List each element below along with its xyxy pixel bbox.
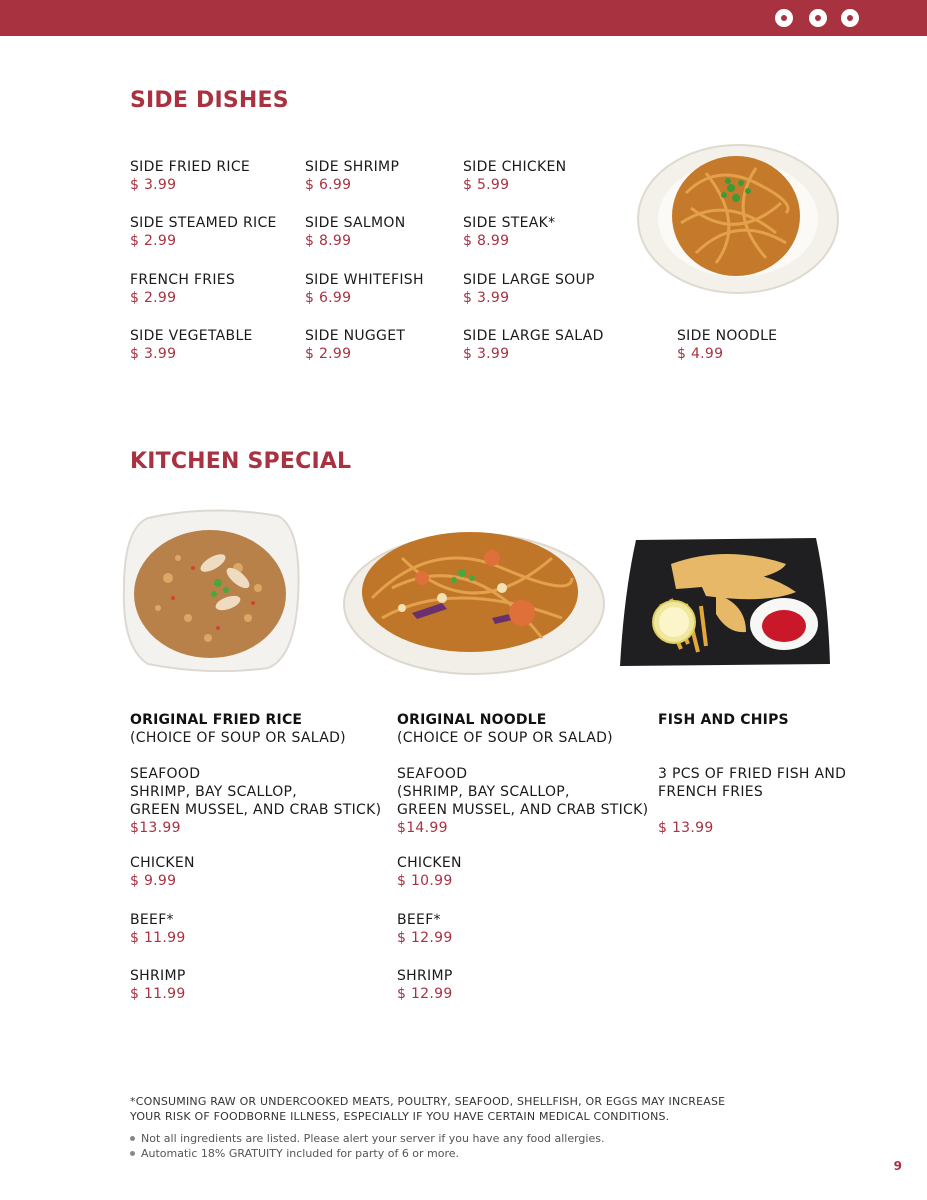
item-price: $ 6.99 — [305, 177, 352, 193]
menu-item — [677, 327, 777, 363]
item-name: SIDE NUGGET — [305, 328, 406, 344]
menu-item — [305, 327, 405, 363]
menu-item — [463, 158, 566, 194]
menu-item — [463, 327, 604, 363]
item-name: FRENCH FRIES — [130, 272, 236, 288]
item-price: $ 2.99 — [305, 346, 352, 362]
item-price: $ 5.99 — [463, 177, 510, 193]
menu-item — [397, 967, 453, 1003]
disclaimer-line: *CONSUMING RAW OR UNDERCOOKED MEATS, POULTRY, SEAFOOD, SHELLFISH, OR EGGS MAY INCREASE — [130, 1095, 726, 1108]
fish-and-chips-section — [658, 711, 789, 729]
item-price: $ 6.99 — [305, 290, 352, 306]
item-name: SHRIMP — [130, 968, 186, 984]
item-name: SIDE STEAK* — [463, 215, 556, 231]
kitchen-special-heading: KITCHEN SPECIAL — [130, 449, 352, 474]
note-item — [130, 1131, 750, 1146]
top-banner — [0, 0, 927, 36]
item-description: 3 PCS OF FRIED FISH AND — [658, 766, 847, 782]
item-price: $ 3.99 — [463, 346, 510, 362]
item-description: SHRIMP, BAY SCALLOP, — [130, 784, 298, 800]
item-price: $ 11.99 — [130, 986, 186, 1002]
item-name: SIDE SHRIMP — [305, 159, 400, 175]
section-title: ORIGINAL FRIED RICE — [130, 712, 303, 728]
item-price: $ 8.99 — [305, 233, 352, 249]
page-number: 9 — [893, 1159, 902, 1173]
section-subtitle: (CHOICE OF SOUP OR SALAD) — [397, 730, 613, 746]
section-title: FISH AND CHIPS — [658, 712, 789, 728]
item-description: (SHRIMP, BAY SCALLOP, — [397, 784, 570, 800]
bullet-icon — [130, 1151, 135, 1156]
noodle-plate-photo — [636, 143, 840, 295]
section-title: ORIGINAL NOODLE — [397, 712, 547, 728]
fried-rice-plate-photo — [118, 508, 302, 672]
item-name: BEEF* — [397, 912, 441, 928]
item-price: $ 11.99 — [130, 930, 186, 946]
item-price: $ 3.99 — [130, 346, 177, 362]
item-name: SIDE LARGE SOUP — [463, 272, 595, 288]
item-price: $ 12.99 — [397, 930, 453, 946]
decorative-dot-icon — [809, 9, 827, 27]
decorative-dot-icon — [841, 9, 859, 27]
item-description: FRENCH FRIES — [658, 784, 764, 800]
item-name: SIDE FRIED RICE — [130, 159, 251, 175]
item-name: SIDE LARGE SALAD — [463, 328, 604, 344]
item-price: $ 3.99 — [130, 177, 177, 193]
menu-item — [305, 214, 406, 250]
item-name: SIDE VEGETABLE — [130, 328, 253, 344]
item-name: SIDE NOODLE — [677, 328, 778, 344]
menu-item — [130, 158, 250, 194]
original-fried-rice-section — [130, 711, 346, 747]
item-name: CHICKEN — [130, 855, 195, 871]
side-dishes-heading: SIDE DISHES — [130, 88, 289, 113]
item-name: SIDE CHICKEN — [463, 159, 567, 175]
menu-item — [130, 967, 186, 1003]
note-text: Not all ingredients are listed. Please alert your server if you have any food allergies. — [141, 1132, 605, 1145]
menu-item — [397, 854, 462, 890]
item-price: $ 3.99 — [463, 290, 510, 306]
item-name: CHICKEN — [397, 855, 462, 871]
footer-notes — [130, 1094, 750, 1161]
bullet-icon — [130, 1136, 135, 1141]
decorative-dot-icon — [775, 9, 793, 27]
item-name: SIDE SALMON — [305, 215, 406, 231]
item-price: $ 9.99 — [130, 873, 177, 889]
menu-item — [397, 911, 453, 947]
menu-item — [130, 271, 235, 307]
menu-item — [305, 271, 424, 307]
menu-item — [463, 271, 595, 307]
menu-item — [305, 158, 399, 194]
menu-item — [130, 214, 277, 250]
fish-and-chips-photo — [616, 534, 832, 672]
menu-item — [130, 327, 253, 363]
item-name: SEAFOOD — [397, 766, 468, 782]
original-noodle-section — [397, 711, 613, 747]
seafood-noodle-plate-photo — [342, 518, 606, 680]
menu-item — [463, 214, 555, 250]
menu-item — [397, 765, 648, 837]
item-name: SHRIMP — [397, 968, 453, 984]
disclaimer-line: YOUR RISK OF FOODBORNE ILLNESS, ESPECIALLY IF YOU HAVE CERTAIN MEDICAL CONDITIONS. — [130, 1110, 670, 1123]
item-price: $ 8.99 — [463, 233, 510, 249]
menu-item — [130, 854, 195, 890]
note-item — [130, 1146, 750, 1161]
item-price: $14.99 — [397, 820, 448, 836]
menu-item — [658, 765, 846, 837]
item-description: GREEN MUSSEL, AND CRAB STICK) — [397, 802, 649, 818]
item-price: $ 10.99 — [397, 873, 453, 889]
item-price: $13.99 — [130, 820, 181, 836]
item-price: $ 12.99 — [397, 986, 453, 1002]
item-name: SIDE WHITEFISH — [305, 272, 424, 288]
section-subtitle: (CHOICE OF SOUP OR SALAD) — [130, 730, 346, 746]
menu-item — [130, 911, 186, 947]
item-description: GREEN MUSSEL, AND CRAB STICK) — [130, 802, 382, 818]
item-name: SEAFOOD — [130, 766, 201, 782]
item-name: BEEF* — [130, 912, 174, 928]
item-price: $ 2.99 — [130, 290, 177, 306]
item-price: $ 2.99 — [130, 233, 177, 249]
item-name: SIDE STEAMED RICE — [130, 215, 277, 231]
item-price: $ 4.99 — [677, 346, 724, 362]
item-price: $ 13.99 — [658, 820, 714, 836]
menu-item — [130, 765, 381, 837]
note-text: Automatic 18% GRATUITY included for party of 6 or more. — [141, 1147, 460, 1160]
